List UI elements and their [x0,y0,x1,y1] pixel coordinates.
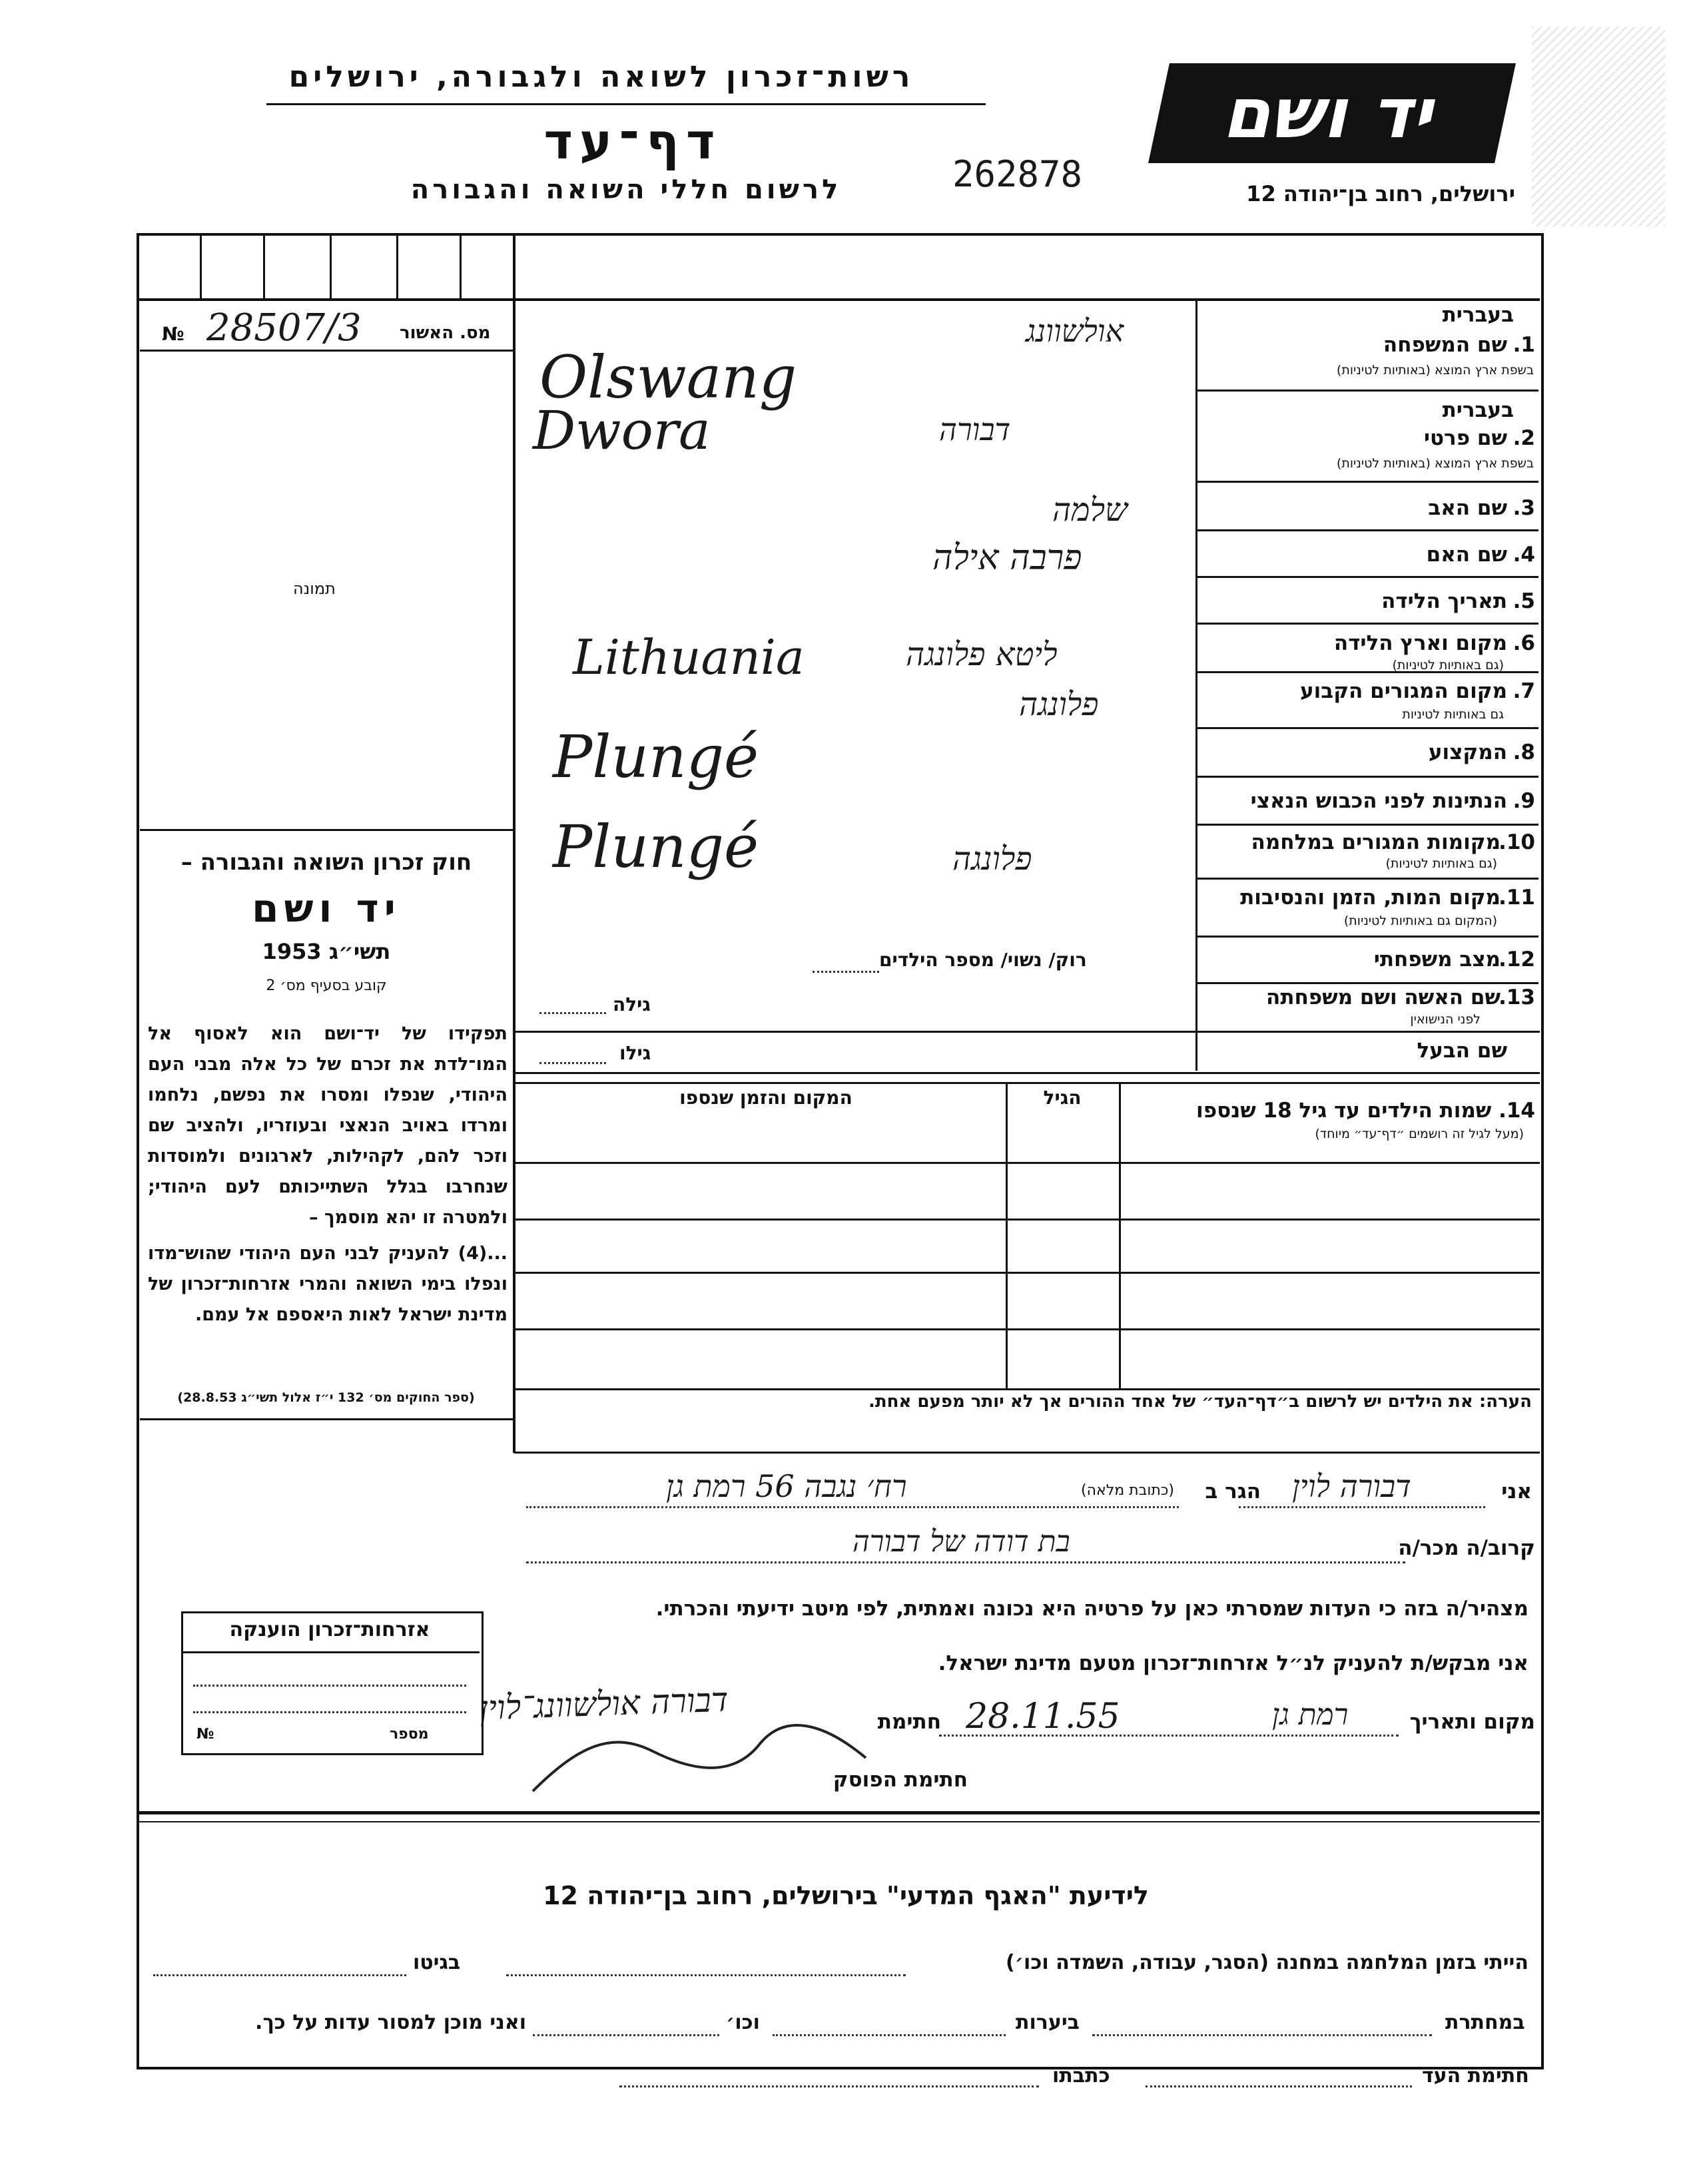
decl-date-line [939,1735,1399,1737]
field-2-label: שם פרטי [1423,426,1507,450]
field-7-number: 7. [1513,679,1535,703]
top-strip-cell [200,234,202,298]
footer-forests-blank[interactable] [773,2034,1006,2036]
field-3-label: שם האב [1428,496,1507,520]
approval-label: מס. האשור [400,323,491,343]
field-10-value-hebrew[interactable]: פלונגה [952,840,1032,878]
corner-shading [1532,27,1665,226]
citizenship-no-symbol: № [196,1726,214,1743]
field-11-number: 11. [1499,886,1535,910]
row-line [514,1072,1540,1074]
row-line [1195,576,1538,578]
wife-age-blank[interactable] [539,1012,606,1014]
citizenship-blank-2[interactable] [193,1711,466,1713]
row-line [1195,776,1538,778]
top-strip-cell [460,234,462,298]
husband-row-line [514,1031,1540,1033]
decl-date[interactable]: 28.11.55 [966,1697,1120,1737]
husband-age-blank[interactable] [539,1062,606,1064]
field-1-label: שם המשפחה [1383,333,1507,357]
top-strip-cell [396,234,398,298]
citizenship-title-line [183,1651,480,1653]
children-row-line [514,1219,1540,1221]
decl-place-date-label: מקום ותאריך [1409,1710,1535,1734]
signature-scribble [519,1705,879,1804]
row-line [1195,727,1538,729]
footer-address-blank[interactable] [619,2085,1039,2087]
field-7-value-hebrew[interactable]: פלונגה [1019,686,1099,723]
field-2-value-latin[interactable]: Dwora [533,400,711,461]
field-11-sub: (המקום גם באותיות לטיניות) [1343,914,1497,928]
law-source: (ספר החוקים מס׳ 132 י״ז אלול תשי״ג 28.8.53) [177,1390,475,1405]
children-row-line [514,1388,1540,1390]
field-1-value-hebrew[interactable]: אולשוונג [1026,313,1124,349]
field-10-number: 10. [1499,830,1535,854]
citizenship-blank-1[interactable] [193,1685,466,1687]
field-10-label: מקומות המגורים במלחמה [1251,830,1501,854]
field-13-number: 13. [1499,985,1535,1009]
law-title: חוק זכרון השואה והגבורה – [180,849,472,876]
law-top-line [140,829,513,831]
field-6-number: 6. [1513,631,1535,655]
decl-place[interactable]: רמת גן [1272,1698,1349,1732]
footer-underground-blank[interactable] [1092,2034,1432,2036]
decl-relation[interactable]: בת דודה של דבורה [852,1525,1070,1559]
law-year: תשי״ג 1953 [262,939,391,964]
children-divider-1 [1006,1082,1008,1388]
citizenship-title: אזרחות־זכרון הוענקה [229,1618,430,1641]
field-3-number: 3. [1513,496,1535,520]
footer-camp-blank[interactable] [506,1974,906,1976]
footer-ghetto-label: בגיטו [413,1951,461,1974]
field-9-label: הנתינות לפני הכבוש הנאצי [1250,789,1507,813]
decl-address-line [526,1506,1179,1508]
page-title: דף־עד [543,113,722,170]
field-1-number: 1. [1513,333,1535,357]
decl-relation-label: קרוב/ה מכר/ה [1398,1536,1535,1560]
law-name: יד ושם [252,886,401,931]
footer-ready-label: ואני מוכן למסור עדות על כך. [255,2011,526,2034]
authority-underline [266,103,986,105]
row-line [1195,481,1538,483]
footer-separator-2 [138,1821,1540,1822]
footer-witness-label: חתימת העד [1422,2064,1529,2087]
children-age-header: הגיל [1043,1087,1082,1109]
yad-vashem-logo: יד ושם [1148,63,1516,163]
husband-age-label: גילו [619,1042,651,1064]
field-7-label: מקום המגורים הקבוע [1300,679,1507,703]
footer-line1-label: הייתי בזמן המלחמה במחנה (הסגר, עבודה, השמדה וכו׳) [1006,1951,1528,1974]
official-signature-label: חתימת הפוסק [833,1768,968,1792]
children-place-header: המקום והזמן שנספו [679,1087,852,1109]
decl-name-line [1239,1506,1485,1508]
footer-underground-label: במחתרת [1445,2011,1525,2034]
field-12-blank[interactable] [813,971,879,973]
field-2-sub: בשפת ארץ המוצא (באותיות לטיניות) [1336,456,1534,471]
decl-signature[interactable]: דבורה אולשוונג־לוין [479,1680,729,1728]
field-8-number: 8. [1513,740,1535,764]
decl-request: אני מבקש/ת להעניק לנ״ל אזרחות־זכרון מטעם מדינת ישראל. [938,1651,1528,1675]
husband-label: שם הבעל [1417,1039,1507,1063]
decl-name[interactable]: דבורה לוין [1292,1468,1411,1504]
children-row-line [514,1328,1540,1330]
field-4-number: 4. [1513,543,1535,567]
decl-statement: מצהיר/ה בזה כי העדות שמסרתי כאן על פרטיה היא נכונה ואמתית, לפי מיטב ידיעתי והכרתי. [655,1597,1528,1621]
children-row-line [514,1082,1540,1084]
field-5-number: 5. [1513,589,1535,613]
page-subtitle: לרשום חללי השואה והגבורה [410,174,842,205]
row-line [1195,936,1538,938]
footer-title: לידיעת "האגף המדעי" בירושלים, רחוב בן־יהודה 12 [543,1881,1149,1910]
field-1-sub: בשפת ארץ המוצא (באותיות לטיניות) [1336,363,1534,378]
field-3-value[interactable]: שלמה [1052,491,1128,529]
approval-number[interactable]: 28507/3 [206,306,362,350]
wife-age-label: גילה [613,993,651,1015]
label-column-divider [1195,298,1197,1071]
footer-etc-blank[interactable] [533,2034,719,2036]
field-6-value-hebrew[interactable]: ליטא פלונגה [906,636,1058,673]
field-2-number: 2. [1513,426,1535,450]
field-13-label: שם האשה ושם משפחתה [1266,985,1501,1009]
left-column-divider [513,234,515,1453]
row-line [1195,982,1538,984]
field-1-value-latin[interactable]: Olswang [539,343,797,411]
decl-address[interactable]: רח׳ נגבה 56 רמת גן [666,1468,907,1504]
top-strip-cell [330,234,332,298]
field-9-number: 9. [1513,789,1535,813]
row-line [1195,623,1538,625]
children-label: 14. שמות הילדים עד גיל 18 שנספו [1196,1099,1535,1123]
footer-separator [138,1811,1540,1814]
field-6-label: מקום וארץ הלידה [1333,631,1507,655]
field-4-label: שם האם [1426,543,1507,567]
law-clause: קובע בסעיף מס׳ 2 [266,977,387,994]
note: הערה: את הילדים יש לרשום ב״דף־העד״ של אחד ההורים אך לא יותר מפעם אחת. [868,1392,1532,1412]
law-text-2: ...(4) להעניק לבני העם היהודי שהוש־מדו ונפלו בימי השואה והמרי אזרחות־זכרון של מדינת ישראל לאות היאספם אל עמם. [148,1243,507,1325]
row-line [1195,824,1538,826]
citizenship-number-label: מספר [390,1726,429,1743]
field-8-label: המקצוע [1428,740,1507,764]
row-line [1195,878,1538,880]
left-panel-bottom [140,1418,513,1420]
note-bottom-line [514,1452,1540,1454]
footer-address-label: כתבתו [1052,2064,1110,2087]
children-divider-2 [1119,1082,1121,1388]
photo-label: תמונה [293,579,336,598]
field-11-label: מקום המות, הזמן והנסיבות [1240,886,1501,910]
publisher-address: ירושלים, רחוב בן־יהודה 12 [1246,181,1515,206]
footer-ghetto-blank[interactable] [153,1974,406,1976]
footer-forests-label: ביערות [1016,2011,1080,2034]
top-strip-cell [263,234,265,298]
field-13-sub: לפני הנישואין [1410,1012,1481,1027]
row-line [1195,390,1538,392]
field-7-sub: גם באותיות לטיניות [1402,707,1504,722]
decl-address-hint: (כתובת מלאה) [1081,1482,1174,1499]
field-12-label: מצב משפחתי [1373,948,1501,971]
field-6-value-latin[interactable]: Lithuania [573,629,805,685]
field-1-hebrew-tag: בעברית [1442,303,1514,327]
authority-line: רשות־זכרון לשואה ולגבורה, ירושלים [288,60,914,94]
top-strip-line [138,298,1540,301]
document-number: 262878 [952,153,1083,195]
children-row-line [514,1272,1540,1274]
field-10-sub: (גם באותיות לטיניות) [1385,856,1497,871]
field-6-sub: (גם באותיות לטיניות) [1392,658,1504,673]
field-7-value-latin[interactable]: Plungé [553,722,759,791]
field-5-label: תאריך הלידה [1381,589,1507,613]
footer-etc-label: וכו׳ [726,2011,760,2034]
decl-i-label: אני [1501,1480,1532,1503]
field-2-value-hebrew[interactable]: דבורה [939,411,1011,447]
approval-no-symbol: № [162,323,184,345]
field-10-value-latin[interactable]: Plungé [553,812,759,881]
children-sub: (מעל לגיל זה רושמים ״דף־עד״ מיוחד) [1315,1127,1524,1141]
field-2-hebrew-tag: בעברית [1442,398,1514,422]
row-line [1195,529,1538,531]
decl-relation-line [526,1561,1405,1563]
approval-underline [140,350,513,352]
field-4-value[interactable]: פרבה אילה [932,538,1082,578]
law-text-1: תפקידו של יד־ושם הוא לאסוף אל המו־לדת את זכרם של כל אלה מבני העם היהודי, שנפלו ומסרו את נפשם, נלחמו ומרדו באויב הנאצי ובעוזריו, ולהציב שם וזכר להם, לקהילות, לארגונים ולמוסדות שנחרבו בגלל השתייכותם לעם היהודי; ולמטרה זו יהא מוסמך – [148,1023,507,1228]
field-12-number: 12. [1499,948,1535,971]
decl-resides-label: הגר ב [1205,1480,1261,1503]
children-row-line [514,1162,1540,1164]
field-12-options[interactable]: רוק/ נשוי/ מספר הילדים [879,949,1087,971]
footer-witness-blank[interactable] [1146,2085,1412,2087]
decl-signature-label: חתימת [877,1710,941,1734]
